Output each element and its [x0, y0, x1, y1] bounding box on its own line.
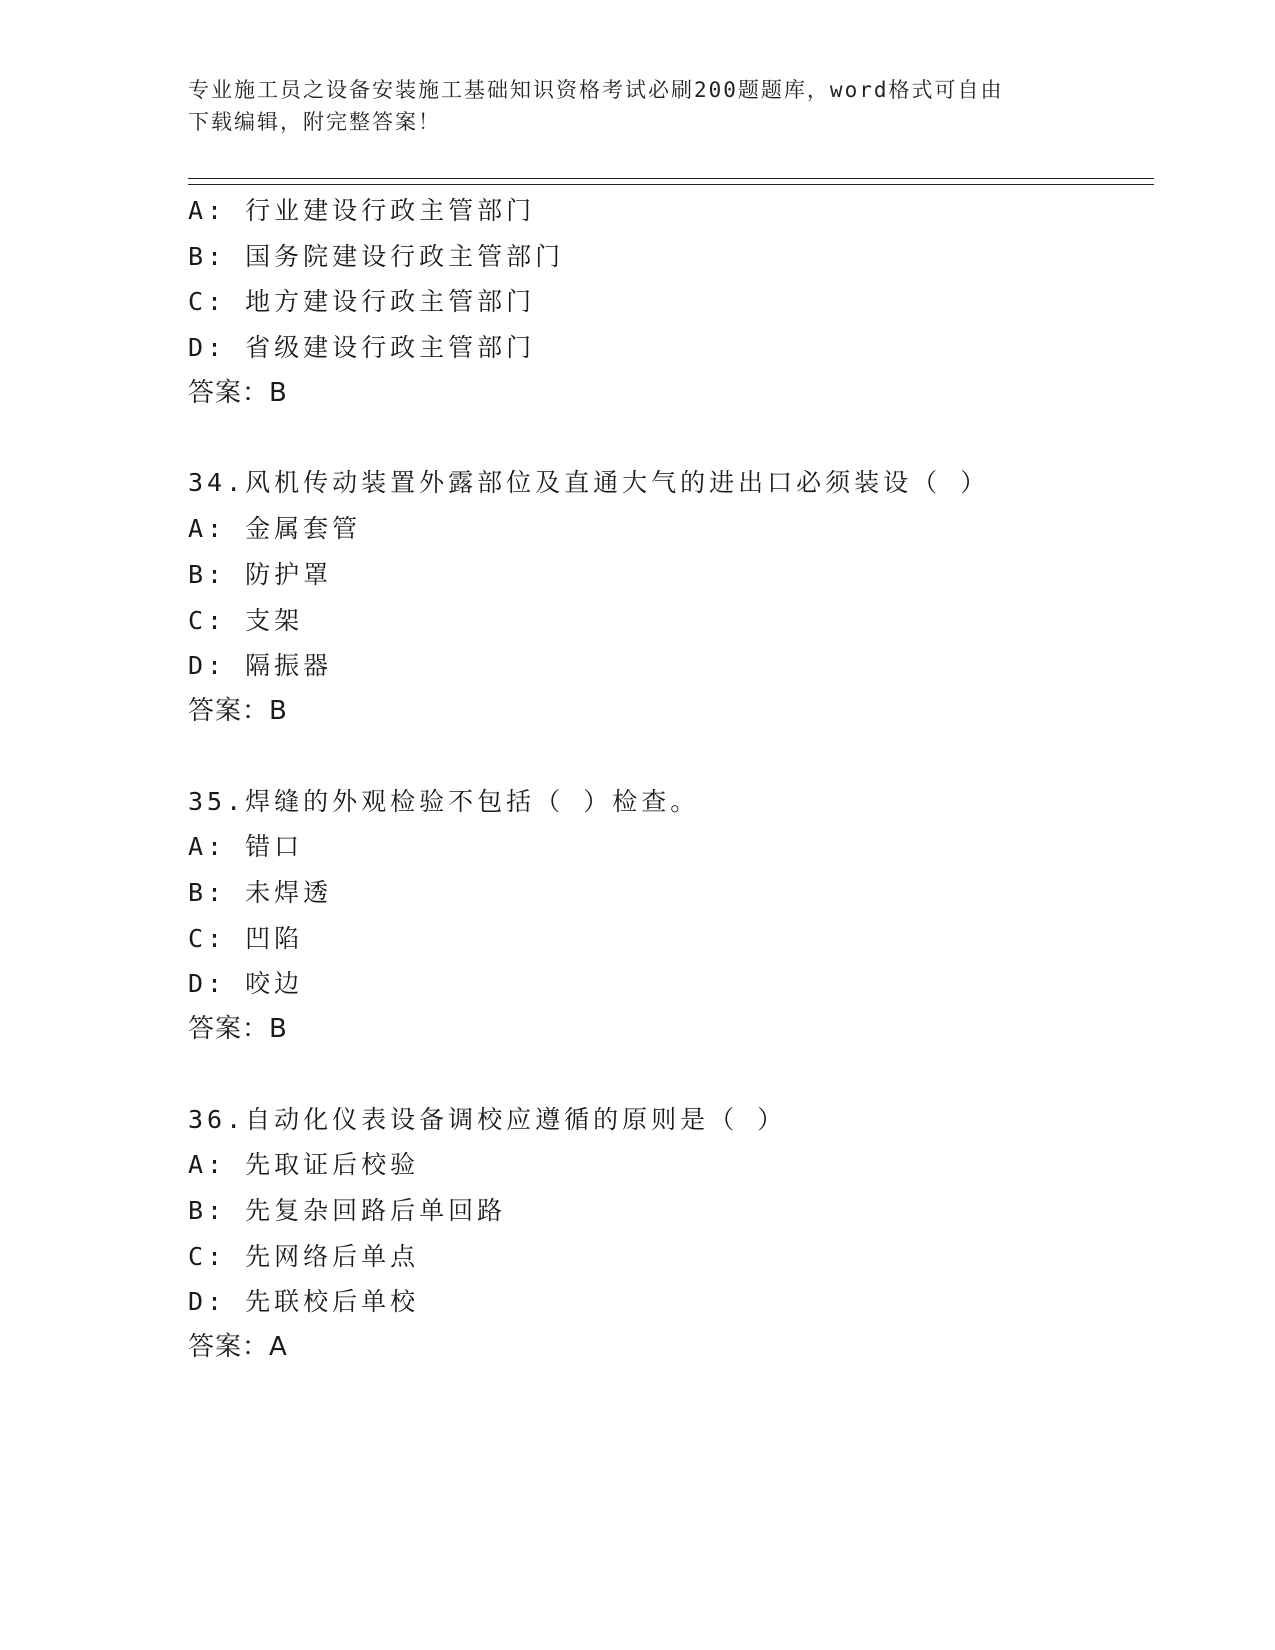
question-gap [188, 1053, 1154, 1097]
question-gap [188, 735, 1154, 779]
question-stem: 36.自动化仪表设备调校应遵循的原则是（ ） [188, 1104, 787, 1134]
header-title-line-2: 下载编辑，附完整答案！ [188, 110, 441, 134]
option-c: C: 凹陷 [188, 923, 304, 953]
answer-text: 答案：B [188, 1014, 288, 1044]
answer-text: 答案：A [188, 1332, 288, 1363]
option-b: B: 先复杂回路后单回路 [188, 1196, 507, 1226]
answer-text: 答案：B [188, 377, 288, 408]
header-divider [188, 178, 1154, 185]
option-d: D: 隔振器 [188, 651, 333, 681]
option-a: A: 金属套管 [188, 514, 362, 544]
question-36 [188, 1097, 1154, 1371]
answer-text: 答案：B [188, 695, 288, 726]
option-a: A: 先取证后校验 [188, 1150, 420, 1180]
option-b: B: 防护罩 [188, 559, 333, 589]
option-b: B: 未焊透 [188, 877, 333, 907]
question-35 [188, 779, 1154, 1053]
option-c: C: 地方建设行政主管部门 [188, 287, 536, 317]
option-d: D: 先联校后单校 [188, 1287, 420, 1317]
option-a: A: 错口 [188, 832, 304, 862]
option-c: C: 支架 [188, 605, 304, 635]
option-d: D: 咬边 [188, 969, 304, 999]
option-d: D: 省级建设行政主管部门 [188, 333, 536, 363]
option-b: B: 国务院建设行政主管部门 [188, 241, 565, 271]
question-stem: 35.焊缝的外观检验不包括（ ）检查。 [188, 786, 700, 816]
question-34 [188, 460, 1154, 734]
page-header [188, 74, 1068, 138]
option-c: C: 先网络后单点 [188, 1241, 420, 1271]
question-list [188, 188, 1154, 1371]
option-a: A: 行业建设行政主管部门 [188, 196, 536, 225]
question-33 [188, 188, 1154, 416]
header-title-line-1: 专业施工员之设备安装施工基础知识资格考试必刷200题题库，word格式可自由 [188, 78, 1004, 102]
question-stem: 34.风机传动装置外露部位及直通大气的进出口必须装设（ ） [188, 468, 990, 498]
question-gap [188, 416, 1154, 460]
